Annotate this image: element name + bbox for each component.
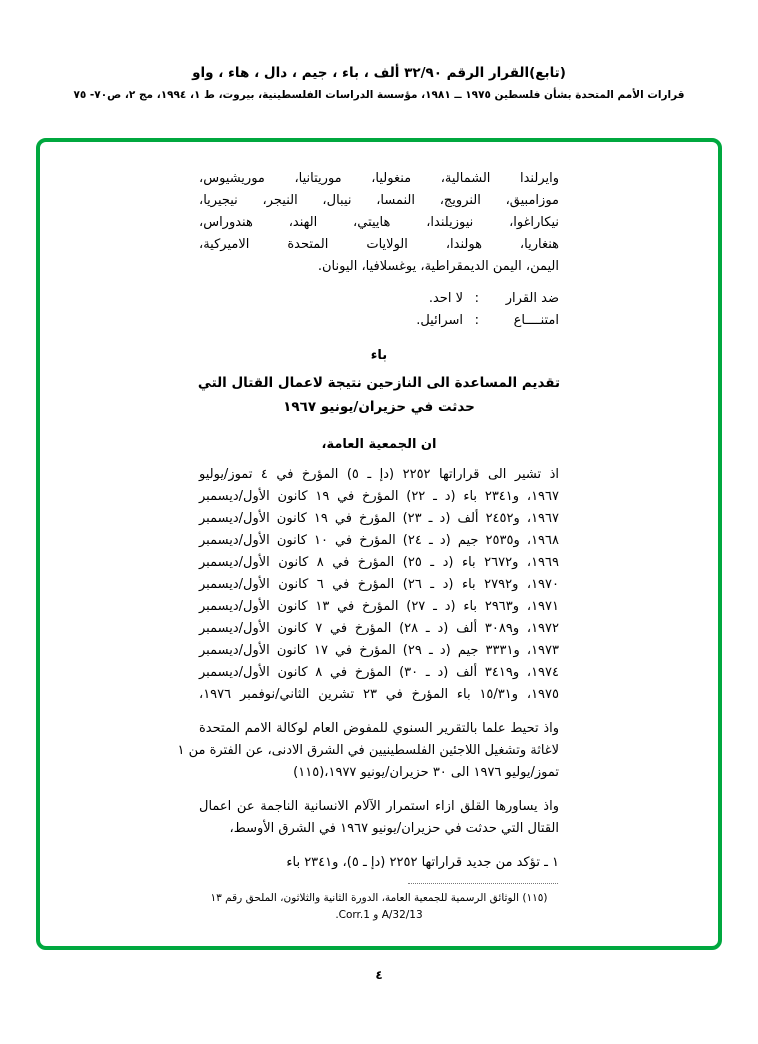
- footnote: [82, 890, 676, 924]
- paragraph-line: ١٩٧١، و٢٩٦٣ باء (د ـ ٢٧) المؤرخ في ١٣ كانون الأول/ديسمبر: [199, 599, 559, 614]
- paragraph-line: تموز/يوليو ١٩٧٦ الى ٣٠ حزيران/يونيو ١٩٧٧،(١١٥): [293, 765, 559, 780]
- country-line: هنغاريا، هولندا، الولايات المتحدة الاميركية،: [199, 237, 559, 252]
- paragraph-line: ١٩٦٧، و٢٤٥٢ ألف (د ـ ٢٣) المؤرخ في ١٩ كانون الأول/ديسمبر: [199, 511, 559, 526]
- paragraph-line: ١٩٦٧، و٢٣٤١ باء (د ـ ٢٢) المؤرخ في ١٩ كانون الأول/ديسمبر: [199, 489, 559, 504]
- section-title-line-1: تقديم المساعدة الى النازحين نتيجة لاعمال القتال التي: [197, 375, 561, 391]
- page-number: ٤: [375, 968, 383, 982]
- vote-value: اسرائيل.: [416, 313, 463, 328]
- section-letter: باء: [370, 348, 388, 363]
- vote-label: ضد القرار: [505, 291, 559, 306]
- paragraph-line: ١٩٧٠، و٢٧٩٢ باء (د ـ ٢٦) المؤرخ في ٦ كانون الأول/ديسمبر: [199, 577, 559, 592]
- page-header: [0, 0, 758, 101]
- content-body: [40, 142, 718, 946]
- paragraph-line: ١٩٧٢، و٣٠٨٩ ألف (د ـ ٢٨) المؤرخ في ٧ كانون الأول/ديسمبر: [199, 621, 559, 636]
- country-line: موزامبيق، النرويج، النمسا، نيبال، النيجر، نيجيريا،: [199, 193, 559, 208]
- paragraph-line: ١٩٦٩، و٢٦٧٢ باء (د ـ ٢٥) المؤرخ في ٨ كانون الأول/ديسمبر: [199, 555, 559, 570]
- vote-value: لا احد.: [428, 291, 463, 306]
- page-title: (تابع)القرار الرقم ٣٢/٩٠ ألف ، باء ، جيم ، دال ، هاء ، واو: [192, 65, 566, 81]
- footnote-line-2: A/32/13 و Corr.1.: [335, 909, 423, 921]
- country-line: نيكاراغوا، نيوزيلندا، هاييتي، الهند، هندوراس،: [199, 215, 559, 230]
- paragraph-line: ١٩٦٨، و٢٥٣٥ جيم (د ـ ٢٤) المؤرخ في ١٠ كانون الأول/ديسمبر: [199, 533, 559, 548]
- paragraph-line: ١٩٧٥، و١٥/٣١ باء المؤرخ في ٢٣ تشرين الثاني/نوفمبر ١٩٧٦،: [199, 687, 560, 702]
- paragraph-line: واذ تحيط علما بالتقرير السنوي للمفوض العام لوكالة الامم المتحدة: [199, 721, 559, 736]
- country-line: وايرلندا الشمالية، منغوليا، موريتانيا، موريشيوس،: [199, 171, 559, 186]
- noting-paragraph: [177, 718, 559, 784]
- paragraph-line: اذ تشير الى قراراتها ٢٢٥٢ (دإ ـ ٥) المؤرخ في ٤ تموز/يوليو: [199, 467, 560, 482]
- paragraph-line: ١٩٧٣، و٣٣٣١ جيم (د ـ ٢٩) المؤرخ في ١٧ كانون الأول/ديسمبر: [199, 643, 559, 658]
- vote-row: [199, 310, 559, 332]
- footnote-separator: [408, 883, 558, 884]
- paragraph-line: القتال التي حدثت في حزيران/يونيو ١٩٦٧ في الشرق الأوسط،: [229, 821, 559, 836]
- vote-colon: :: [474, 313, 479, 328]
- recall-paragraph: [199, 464, 559, 706]
- section-title-line-2: حدثت في حزيران/يونيو ١٩٦٧: [283, 399, 475, 415]
- vote-colon: :: [474, 291, 479, 306]
- paragraph-line: ١ ـ تؤكد من جديد قراراتها ٢٢٥٢ (دإ ـ ٥)، و٢٣٤١ باء: [286, 855, 559, 870]
- concern-paragraph: [199, 796, 559, 840]
- source-citation: قرارات الأمم المتحدة بشأن فلسطين ١٩٧٥ ــ ١٩٨١، مؤسسة الدراسات الفلسطينية، بيروت، ط ١، ١٩٩٤، مج ٢، ص٧٠- ٧٥: [73, 88, 685, 101]
- assembly-heading: ان الجمعية العامة،: [321, 437, 437, 452]
- country-list: [199, 168, 559, 278]
- section-title: [82, 371, 676, 419]
- vote-results: [199, 288, 559, 332]
- paragraph-line: واذ يساورها القلق ازاء استمرار الآلام الانسانية الناجمة عن اعمال: [199, 799, 559, 814]
- footnote-line-1: (١١٥) الوثائق الرسمية للجمعية العامة، الدورة الثانية والثلاثون، الملحق رقم ١٣: [210, 892, 548, 904]
- footnote-area: [82, 883, 676, 924]
- vote-row: [199, 288, 559, 310]
- operative-paragraph-1: [199, 852, 559, 874]
- paragraph-line: ١٩٧٤، و٣٤١٩ ألف (د ـ ٣٠) المؤرخ في ٨ كانون الأول/ديسمبر: [199, 665, 559, 680]
- content-frame: [36, 138, 722, 950]
- country-line: اليمن، اليمن الديمقراطية، يوغسلافيا، اليونان.: [317, 259, 559, 274]
- vote-label: امتنــــاع: [513, 313, 559, 328]
- paragraph-line: لاغاثة وتشغيل اللاجئين الفلسطينيين في الشرق الادنى، عن الفترة من ١: [177, 743, 559, 758]
